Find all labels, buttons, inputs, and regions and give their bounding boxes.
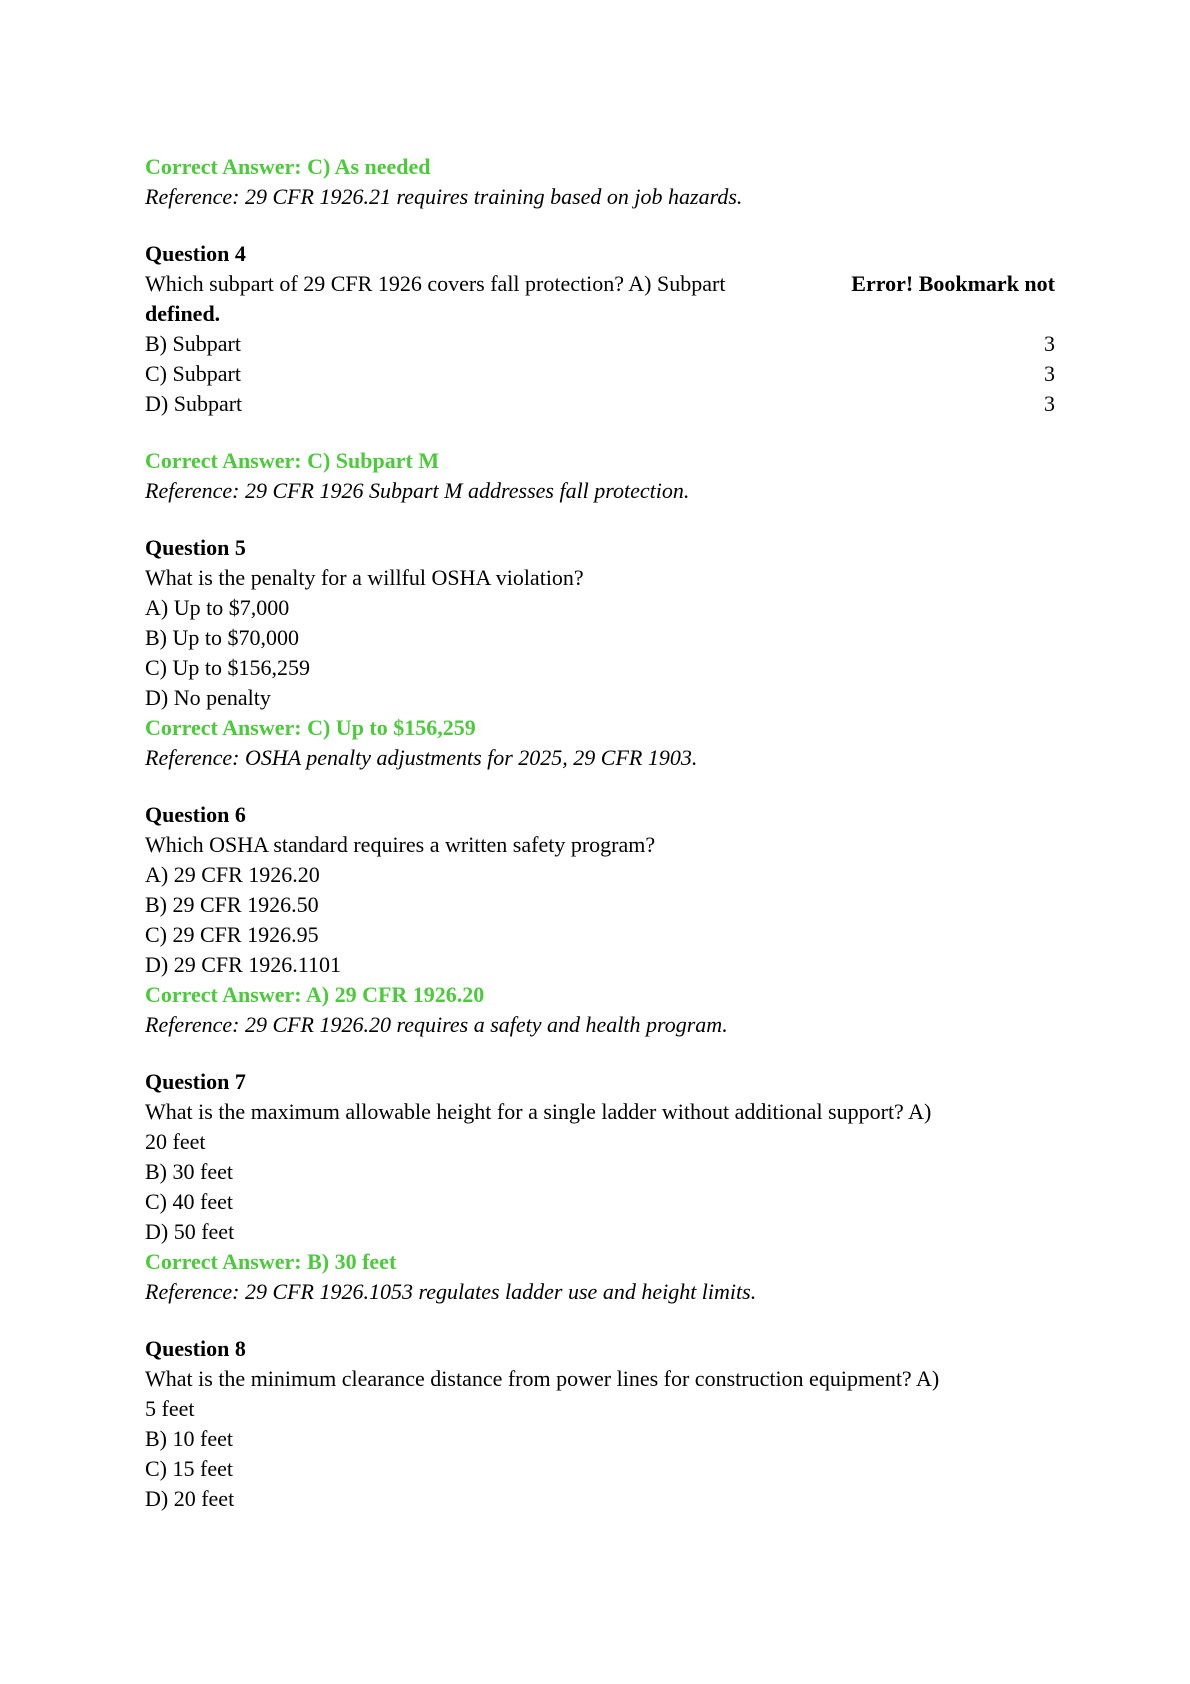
- q4-bookmark-error-cont: defined.: [145, 301, 221, 326]
- q5-answer: Correct Answer: C) Up to $156,259: [145, 715, 476, 740]
- q5-reference: Reference: OSHA penalty adjustments for 2025, 29 CFR 1903.: [145, 745, 698, 770]
- q5-title: Question 5: [145, 535, 246, 560]
- spacer: [145, 212, 1055, 239]
- q7-answer: Correct Answer: B) 30 feet: [145, 1249, 397, 1274]
- q6-option: B) 29 CFR 1926.50: [145, 892, 319, 917]
- q4-option-page: 3: [1044, 391, 1055, 416]
- q7-reference: Reference: 29 CFR 1926.1053 regulates ladder use and height limits.: [145, 1279, 757, 1304]
- q7-title: Question 7: [145, 1069, 246, 1094]
- q6-option: C) 29 CFR 1926.95: [145, 922, 319, 947]
- q6-answer: Correct Answer: A) 29 CFR 1926.20: [145, 982, 485, 1007]
- spacer: [145, 1040, 1055, 1067]
- q4-option-page: 3: [1044, 361, 1055, 386]
- q4-bookmark-error: Error! Bookmark not: [851, 271, 1055, 296]
- q4-reference: Reference: 29 CFR 1926 Subpart M addresses fall protection.: [145, 478, 690, 503]
- q4-title: Question 4: [145, 241, 246, 266]
- q7-option: C) 40 feet: [145, 1189, 233, 1214]
- q6-title: Question 6: [145, 802, 246, 827]
- q6-question-text: Which OSHA standard requires a written safety program?: [145, 832, 656, 857]
- q4-question-text: Which subpart of 29 CFR 1926 covers fall protection? A) Subpart: [145, 271, 726, 296]
- q8-option: C) 15 feet: [145, 1456, 233, 1481]
- q3-reference: Reference: 29 CFR 1926.21 requires training based on job hazards.: [145, 184, 743, 209]
- q8-option: B) 10 feet: [145, 1426, 233, 1451]
- q8-question-text-cont: 5 feet: [145, 1396, 195, 1421]
- q8-title: Question 8: [145, 1336, 246, 1361]
- q4-option-row: [145, 359, 1055, 389]
- spacer: [145, 1307, 1055, 1334]
- page-content: [145, 152, 1055, 1514]
- q6-option: A) 29 CFR 1926.20: [145, 862, 320, 887]
- q7-question-text: What is the maximum allowable height for a single ladder without additional support? A): [145, 1099, 932, 1124]
- q6-reference: Reference: 29 CFR 1926.20 requires a safety and health program.: [145, 1012, 728, 1037]
- q7-question-text-cont: 20 feet: [145, 1129, 206, 1154]
- q7-option: D) 50 feet: [145, 1219, 235, 1244]
- q5-option: B) Up to $70,000: [145, 625, 299, 650]
- q5-option: A) Up to $7,000: [145, 595, 290, 620]
- q4-option-label: B) Subpart: [145, 331, 241, 356]
- q4-option-row: [145, 329, 1055, 359]
- q5-option: D) No penalty: [145, 685, 271, 710]
- spacer: [145, 506, 1055, 533]
- q6-option: D) 29 CFR 1926.1101: [145, 952, 341, 977]
- q5-question-text: What is the penalty for a willful OSHA violation?: [145, 565, 584, 590]
- q3-answer: Correct Answer: C) As needed: [145, 154, 431, 179]
- q4-answer: Correct Answer: C) Subpart M: [145, 448, 440, 473]
- q4-question-row: [145, 269, 1055, 299]
- spacer: [145, 773, 1055, 800]
- q7-option: B) 30 feet: [145, 1159, 233, 1184]
- q4-option-row: [145, 389, 1055, 419]
- q4-option-label: C) Subpart: [145, 361, 241, 386]
- q5-option: C) Up to $156,259: [145, 655, 310, 680]
- q4-option-label: D) Subpart: [145, 391, 243, 416]
- q4-option-page: 3: [1044, 331, 1055, 356]
- q8-question-text: What is the minimum clearance distance from power lines for construction equipment? A): [145, 1366, 940, 1391]
- q8-option: D) 20 feet: [145, 1486, 235, 1511]
- spacer: [145, 419, 1055, 446]
